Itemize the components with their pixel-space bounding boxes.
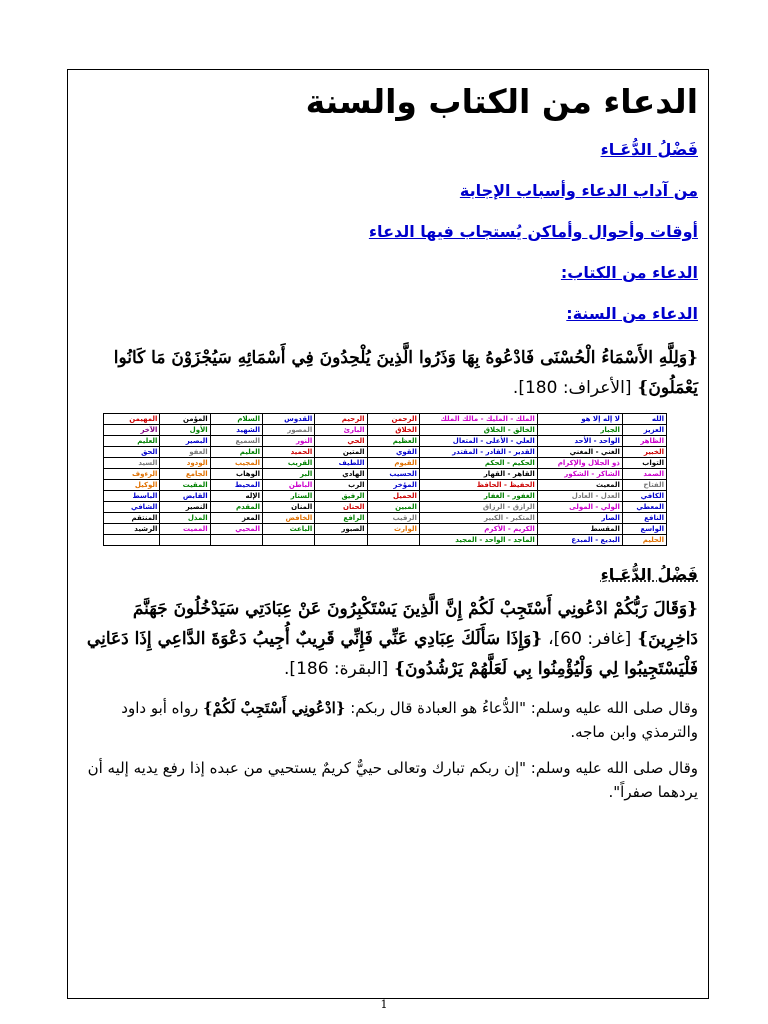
page-title: الدعاء من الكتاب والسنة	[305, 82, 698, 121]
verse-ghafir: {وَقَالَ رَبُّكُمْ ادْعُونِي أَسْتَجِبْ لَكُمْ إِنَّ الَّذِينَ يَسْتَكْبِرُونَ عَنْ عِبَادَتِي سَيَدْخُلُونَ جَهَنَّمَ دَاخِرِينَ}	[132, 599, 698, 649]
name-cell: الرقيب	[367, 513, 419, 524]
name-cell: الحي	[315, 436, 367, 447]
verse-baqarah: {وَإِذَا سَأَلَكَ عِبَادِي عَنِّي فَإِنِّي قَرِيبٌ أُجِيبُ دَعْوَةَ الدَّاعِي إِذَا دَعَانِي فَلْيَسْتَجِيبُوا لِي وَلْيُؤْمِنُوا بِي لَعَلَّهُمْ يَرْشُدُونَ}	[86, 629, 698, 679]
name-cell: الحق	[104, 447, 160, 458]
toc-link-etiquette[interactable]: من آداب الدعاء وأسباب الإجابة	[459, 181, 698, 200]
verse-reference: [الأعراف: 180].	[512, 378, 632, 398]
name-cell: المحيي	[210, 524, 262, 535]
name-cell: المهيمن	[104, 414, 160, 425]
name-cell: الهادي	[315, 469, 367, 480]
name-cell: الغفور - الغفار	[419, 491, 537, 502]
name-cell	[210, 535, 262, 546]
table-row	[104, 502, 667, 513]
document-body	[72, 74, 698, 804]
name-cell: النور	[262, 436, 314, 447]
name-cell: الشهيد	[210, 425, 262, 436]
name-cell: البارئ	[315, 425, 367, 436]
name-cell: المنان	[262, 502, 314, 513]
name-cell: العفو	[160, 447, 210, 458]
name-cell: الرازق - الرزاق	[419, 502, 537, 513]
verse-ghafir-ref: [غافر: 60]،	[548, 629, 632, 649]
name-cell: الرحمن	[367, 414, 419, 425]
name-cell: الصار	[537, 513, 622, 524]
name-cell: النصير	[160, 502, 210, 513]
name-cell: الحميل	[367, 491, 419, 502]
table-row	[104, 535, 667, 546]
table-row	[104, 524, 667, 535]
name-cell: الرءوف	[104, 469, 160, 480]
hadith-paragraph-2: وقال صلى الله عليه وسلم: "إن ربكم تبارك وتعالى حييٌّ كريمٌ يستحيي من عبده إذا رفع يديه إليه أن يردهما صفراً".	[87, 759, 698, 801]
name-cell: الجامع	[160, 469, 210, 480]
name-cell: السميع	[210, 436, 262, 447]
verse-araf	[72, 343, 698, 403]
name-cell: المتكبر - الكبير	[419, 513, 537, 524]
name-cell	[104, 535, 160, 546]
name-cell: الحميد	[262, 447, 314, 458]
table-row	[104, 469, 667, 480]
name-cell	[262, 535, 314, 546]
name-cell: الوكيل	[104, 480, 160, 491]
name-cell: المصور	[262, 425, 314, 436]
name-cell: المعيث	[537, 480, 622, 491]
hadith-paragraph-1	[72, 696, 698, 744]
name-cell: القريب	[262, 458, 314, 469]
toc-link-virtue[interactable]: فَضْلُ الدُّعَـاء	[600, 140, 698, 159]
name-cell	[160, 535, 210, 546]
name-cell: المتين	[315, 447, 367, 458]
name-cell: الكريم - الأكرم	[419, 524, 537, 535]
name-cell: اللطيف	[315, 458, 367, 469]
section-title-virtue: فَضْلُ الدُّعَـاءِ	[600, 565, 698, 584]
name-cell: المؤمن	[160, 414, 210, 425]
hadith-1-source: رواه أبو داود والترمذي وابن ماجه.	[121, 699, 698, 741]
name-cell: الملك - المليك - مالك الملك	[419, 414, 537, 425]
name-cell: الجبار	[537, 425, 622, 436]
name-cell: الصمد	[622, 469, 666, 480]
name-cell: العزيز	[622, 425, 666, 436]
name-cell: الشاكر - الشكور	[537, 469, 622, 480]
name-cell: المقسط	[537, 524, 622, 535]
name-cell: الرحيم	[315, 414, 367, 425]
name-cell: المجيب	[210, 458, 262, 469]
name-cell: الإله	[210, 491, 262, 502]
name-cell: المبين	[367, 502, 419, 513]
name-cell: القوي	[367, 447, 419, 458]
name-cell: المقيت	[160, 480, 210, 491]
name-cell: الباطن	[262, 480, 314, 491]
name-cell: الحفيظ - الحافظ	[419, 480, 537, 491]
name-cell: العدل - العادل	[537, 491, 622, 502]
name-cell: الأول	[160, 425, 210, 436]
name-cell: البر	[262, 469, 314, 480]
name-cell: الكافي	[622, 491, 666, 502]
name-cell: البصير	[160, 436, 210, 447]
name-cell: الواسع	[622, 524, 666, 535]
verse-baqarah-ref: [البقرة: 186].	[284, 659, 389, 679]
name-cell: المحيط	[210, 480, 262, 491]
name-cell: المذل	[160, 513, 210, 524]
name-cell: الستار	[262, 491, 314, 502]
table-row	[104, 414, 667, 425]
name-cell: القدوس	[262, 414, 314, 425]
name-cell: الحسيب	[367, 469, 419, 480]
name-cell: الواحد - الأحد	[537, 436, 622, 447]
name-cell: الصبور	[315, 524, 367, 535]
name-cell: الرب	[315, 480, 367, 491]
name-cell: القيوم	[367, 458, 419, 469]
name-cell	[367, 535, 419, 546]
name-cell: السيد	[104, 458, 160, 469]
name-cell: القاهر - القهار	[419, 469, 537, 480]
name-cell: المميت	[160, 524, 210, 535]
table-row	[104, 458, 667, 469]
table-row	[104, 513, 667, 524]
name-cell: الباعث	[262, 524, 314, 535]
name-cell: السلام	[210, 414, 262, 425]
name-cell: الماجد - الواحد - المجيد	[419, 535, 537, 546]
name-cell: العلي - الأعلى - المتعال	[419, 436, 537, 447]
quran-verses	[72, 594, 698, 684]
name-cell: الغني - المغني	[537, 447, 622, 458]
verse-text: {وَلِلَّهِ الأَسْمَاءُ الْحُسْنَى فَادْعُوهُ بِهَا وَذَرُوا الَّذِينَ يُلْحِدُونَ فِي أَسْمَائِهِ سَيُجْزَوْنَ مَا كَانُوا يَعْمَلُونَ}	[113, 348, 698, 398]
name-cell: الخالق - الخلاق	[419, 425, 537, 436]
name-cell: الخافض	[262, 513, 314, 524]
name-cell: الحكيم - الحكم	[419, 458, 537, 469]
toc-link-quran-duas[interactable]: الدعاء من الكتاب:	[560, 263, 698, 282]
name-cell: العليم	[104, 436, 160, 447]
name-cell: الحنان	[315, 502, 367, 513]
name-cell: الله	[622, 414, 666, 425]
name-cell: الرشيد	[104, 524, 160, 535]
name-cell: الحليم	[622, 535, 666, 546]
name-cell: الودود	[160, 458, 210, 469]
toc-link-times[interactable]: أوقات وأحوال وأماكن يُستجاب فيها الدعاء	[368, 222, 698, 241]
name-cell: البديع - المبدع	[537, 535, 622, 546]
name-cell: الرفيق	[315, 491, 367, 502]
name-cell: الظاهر	[622, 436, 666, 447]
table-of-contents	[72, 138, 698, 326]
hadith-1-quote: {ادْعُونِي أَسْتَجِبْ لَكُمْ}	[202, 699, 346, 717]
toc-link-sunnah-duas[interactable]: الدعاء من السنة:	[566, 304, 698, 323]
name-cell: الوهاب	[210, 469, 262, 480]
name-cell: ذو الجلال والإكرام	[537, 458, 622, 469]
name-cell: التواب	[622, 458, 666, 469]
table-row	[104, 491, 667, 502]
name-cell: لا إله إلا هو	[537, 414, 622, 425]
name-cell: الخبير	[622, 447, 666, 458]
name-cell: العظيم	[367, 436, 419, 447]
name-cell: الباسط	[104, 491, 160, 502]
name-cell: المنتقم	[104, 513, 160, 524]
table-row	[104, 480, 667, 491]
table-row	[104, 436, 667, 447]
name-cell: الآخر	[104, 425, 160, 436]
name-cell: المؤخر	[367, 480, 419, 491]
divine-names-table	[103, 413, 667, 546]
name-cell: المعز	[210, 513, 262, 524]
name-cell: الرافع	[315, 513, 367, 524]
name-cell	[315, 535, 367, 546]
hadith-1-intro: وقال صلى الله عليه وسلم: "الدُّعاءُ هو العبادة قال ربكم:	[345, 699, 698, 717]
table-row	[104, 425, 667, 436]
table-row	[104, 447, 667, 458]
page-number: 1	[380, 998, 388, 1011]
name-cell: المقدم	[210, 502, 262, 513]
name-cell: الوارث	[367, 524, 419, 535]
name-cell: الفتاح	[622, 480, 666, 491]
name-cell: النافع	[622, 513, 666, 524]
name-cell: المعطي	[622, 502, 666, 513]
name-cell: القابض	[160, 491, 210, 502]
name-cell: الخلاق	[367, 425, 419, 436]
name-cell: الولي - المولى	[537, 502, 622, 513]
name-cell: العليم	[210, 447, 262, 458]
name-cell: الشافي	[104, 502, 160, 513]
name-cell: القدير - القادر - المقتدر	[419, 447, 537, 458]
